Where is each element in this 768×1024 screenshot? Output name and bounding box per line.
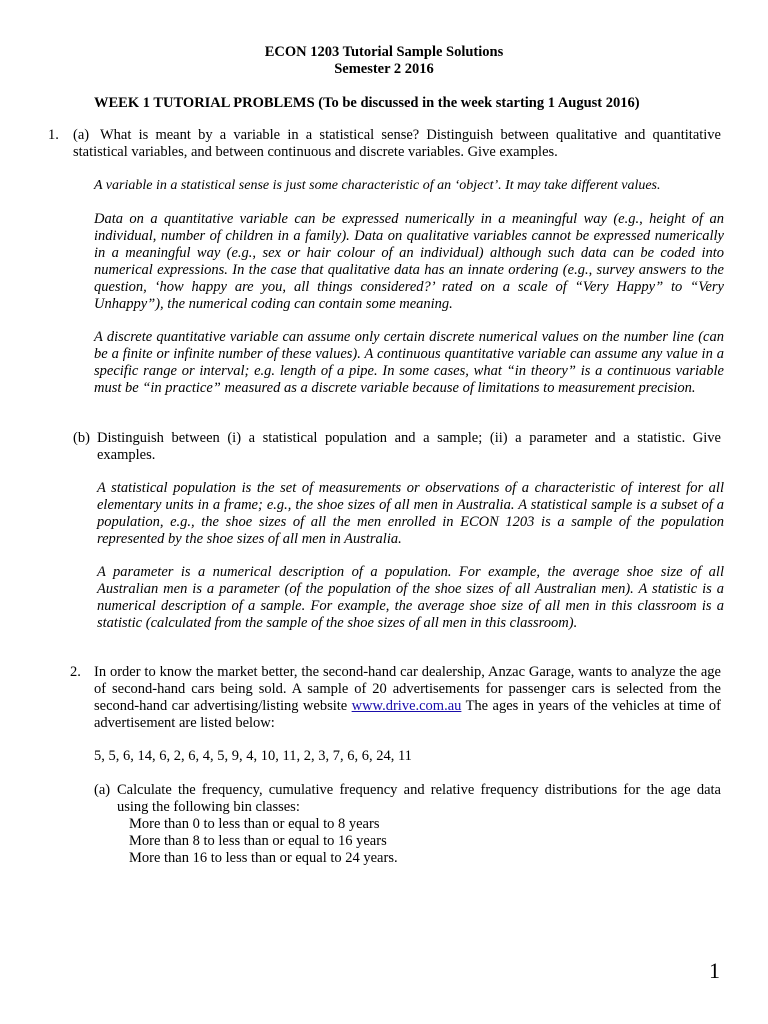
q1a-question: What is meant by a variable in a statistical sense? Distinguish between qualitative and quantitative statistical variables, and between continuous and discrete variables. Give examples. xyxy=(73,127,721,160)
q2a-question: Calculate the frequency, cumulative frequency and relative frequency distributions for the age data using the following bin classes: xyxy=(117,782,721,815)
page-number: 1 xyxy=(709,958,720,983)
question-number: 2. xyxy=(70,664,81,680)
q2-data-values: 5, 5, 6, 14, 6, 2, 6, 4, 5, 9, 4, 10, 11, 2, 3, 7, 6, 6, 24, 11 xyxy=(94,748,412,764)
part-label: (b) xyxy=(73,430,90,446)
bin-class-item: More than 16 to less than or equal to 24 years. xyxy=(129,850,398,866)
q2-intro xyxy=(94,664,721,732)
part-label: (a) xyxy=(73,127,90,143)
bin-class-item: More than 8 to less than or equal to 16 years xyxy=(129,833,387,849)
q1b-question: Distinguish between (i) a statistical population and a sample; (ii) a parameter and a statistic. Give examples. xyxy=(97,430,721,463)
question-number: 1. xyxy=(48,127,59,143)
semester-label: Semester 2 2016 xyxy=(334,61,434,77)
week-heading: WEEK 1 TUTORIAL PROBLEMS (To be discussed in the week starting 1 August 2016) xyxy=(94,95,640,111)
q2-intro-text-continued: The ages in years of the vehicles at time of advertisement are listed below: xyxy=(94,698,721,731)
q1a-answer-qualitative-quantitative: Data on a quantitative variable can be expressed numerically in a meaningful way (e.g., height of an individual, number of children in a family). Data on qualitative variables cannot be expressed numerically in a meaningful way (e.g., sex or hair colour of an individual) although such data can be coded into numerical expressions. In the case that qualitative data has an innate ordering (e.g., survey answers to the question, ‘how happy are you, all things considered?’ rated on a scale of “Very Happy” to “Very Unhappy”), the numerical coding can contain some meaning. xyxy=(94,211,724,312)
q1a-answer-discrete-continuous: A discrete quantitative variable can assume only certain discrete numerical values on the number line (can be a finite or infinite number of these values). A continuous quantitative variable can assume any value in a specific range or interval; e.g. length of a pipe. In some cases, what “in theory” is a continuous variable must be “in practice” measured as a discrete variable because of limitations to measurement precision. xyxy=(94,329,724,396)
drive-website-link[interactable]: www.drive.com.au xyxy=(351,698,462,714)
part-label: (a) xyxy=(94,782,111,798)
q1a-answer-variable: A variable in a statistical sense is just some characteristic of an ‘object’. It may take different values. xyxy=(94,178,661,193)
q2-intro-text: In order to know the market better, the second-hand car dealership, Anzac Garage, wants to analyze the age of second-hand cars being sold. A sample of 20 advertisements for passenger cars is selected from the second-hand car advertising/listing website xyxy=(94,664,721,714)
q1b-answer-population-sample: A statistical population is the set of measurements or observations of a characteristic of interest for all elementary units in a frame; e.g., the shoe sizes of all men in Australia. A statistical sample is a subset of a population, e.g., the shoe sizes of all the men enrolled in ECON 1203 is a sample of the population represented by the shoe sizes of all men in Australia. xyxy=(97,480,724,547)
document-title: ECON 1203 Tutorial Sample Solutions xyxy=(264,44,504,60)
bin-class-item: More than 0 to less than or equal to 8 years xyxy=(129,816,380,832)
q1b-answer-parameter-statistic: A parameter is a numerical description of a population. For example, the average shoe size of all Australian men is a parameter (of the population of the shoe sizes of all Australian men). A statistic is a numerical description of a sample. For example, the average shoe size of all men in this classroom is a statistic (calculated from the sample of the shoe sizes of all men in this classroom). xyxy=(97,564,724,631)
